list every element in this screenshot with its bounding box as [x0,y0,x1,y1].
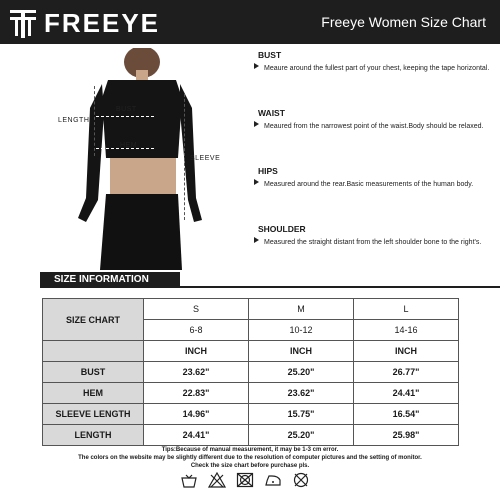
size-l: L [354,299,459,320]
arrow-icon [254,237,259,243]
iron-low-icon [264,472,282,488]
unit-cell: INCH [249,341,354,362]
row-label-hem: HEM [43,383,144,404]
size-s: S [144,299,249,320]
instruction-hips: HIPS Measured around the rear.Basic measurements of the human body. [240,166,495,192]
no-bleach-icon [208,472,226,488]
range-l: 14-16 [354,320,459,341]
arrow-icon [254,121,259,127]
range-s: 6-8 [144,320,249,341]
table-row: HEM 22.83" 23.62" 24.41" [43,383,459,404]
hem-label: HEM [120,142,138,149]
size-table [42,298,459,446]
brand-name: FREEYE [44,8,161,38]
sleeve-label: SLEEVE [190,155,221,162]
care-icons [180,472,320,490]
range-m: 10-12 [249,320,354,341]
instruction-waist: WAIST Meaured from the narrowest point of the waist.Body should be relaxed. [240,108,495,134]
bust-measure-line [96,116,154,117]
header-bar [0,0,500,44]
no-dry-clean-icon [292,472,310,488]
row-label-sleeve-length: SLEEVE LENGTH [43,404,144,425]
size-m: M [249,299,354,320]
length-label: LENGTH [58,117,90,124]
chart-title: Freeye Women Size Chart [321,14,486,30]
table-row: SLEEVE LENGTH 14.96" 15.75" 16.54" [43,404,459,425]
tips-text: Tips:Because of manual measurement, it may be 1-3 cm error. The colors on the website may be slightly different due to the resolution of computer pictures and the setting of monitor. Check the size chart before purchase pls. [78,447,422,469]
unit-cell: INCH [354,341,459,362]
table-row: BUST 23.62" 25.20" 26.77" [43,362,459,383]
arrow-icon [254,63,259,69]
row-label-bust: BUST [43,362,144,383]
arrow-icon [254,179,259,185]
hand-wash-icon [180,472,198,488]
no-tumble-dry-icon [236,472,254,488]
unit-cell: INCH [144,341,249,362]
size-info-banner [40,272,460,288]
instruction-bust: BUST Meaure around the fullest part of your chest, keeping the tape horizontal. [240,50,495,76]
size-chart-label: SIZE CHART [43,299,144,341]
bust-label: BUST [116,106,137,113]
table-row [43,341,459,362]
table-row: LENGTH 24.41" 25.20" 25.98" [43,425,459,446]
sleeve-measure-line [184,94,185,220]
length-measure-line [94,86,95,156]
table-row [43,299,459,320]
row-label-length: LENGTH [43,425,144,446]
instruction-shoulder: SHOULDER Measured the straight distant from the left shoulder bone to the right's. [240,224,495,250]
size-info-title: SIZE INFORMATION [54,274,149,285]
freeye-logo-icon [8,6,38,40]
